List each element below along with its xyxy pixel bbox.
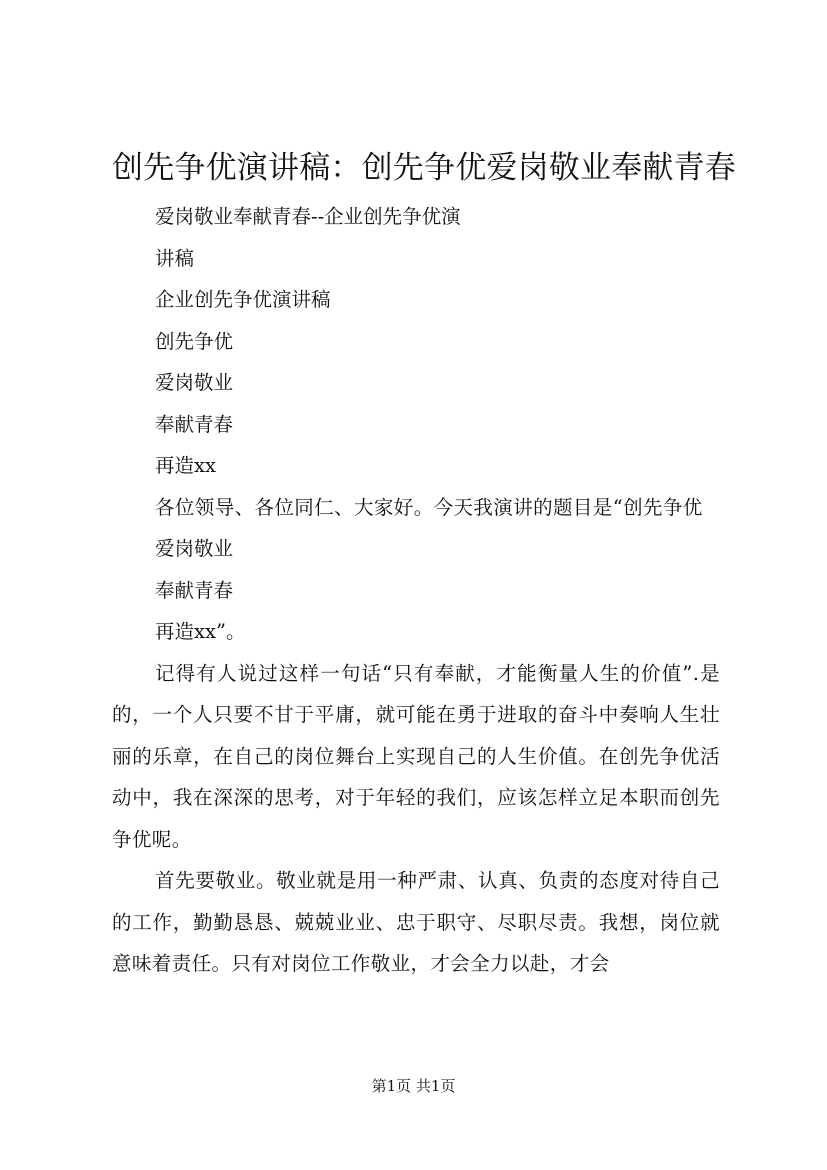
document-title: 创先争优演讲稿：创先争优爱岗敬业奉献青春 <box>112 150 736 186</box>
body-line: 奉献青春 <box>155 412 234 436</box>
topic-line: 奉献青春 <box>155 578 234 602</box>
body-paragraph: 记得有人说过这样一句话“只有奉献，才能衡量人生的价值”.是的，一个人只要不甘于平庸，就可能在勇于进取的奋斗中奏响人生壮丽的乐章，在自己的岗位舞台上实现自己的人生价值。在创先争优活动中，我在深深的思考，对于年轻的我们，应该怎样立足本职而创先争优呢。 <box>112 661 720 851</box>
body-line: 企业创先争优演讲稿 <box>155 288 331 311</box>
topic-line: 爱岗敬业 <box>155 537 234 560</box>
body-line: 爱岗敬业 <box>155 371 234 394</box>
body-line: 再造xx <box>155 454 216 477</box>
body-paragraph: 首先要敬业。敬业就是用一种严肃、认真、负责的态度对待自己的工作，勤勤恳恳、兢兢业业、忠于职守、尽职尽责。我想，岗位就意味着责任。只有对岗位工作敬业，才会全力以赴，才会 <box>112 869 720 975</box>
body-line: 爱岗敬业奉献青春--企业创先争优演 <box>155 205 461 228</box>
topic-line: 再造xx”。 <box>155 620 246 643</box>
body-line: 创先争优 <box>155 329 234 353</box>
greeting-paragraph: 各位领导、各位同仁、大家好。今天我演讲的题目是“创先争优 <box>155 495 703 519</box>
page-footer: 第1页 共1页 <box>371 1077 456 1095</box>
document-body <box>112 196 720 985</box>
body-line: 讲稿 <box>155 246 195 270</box>
